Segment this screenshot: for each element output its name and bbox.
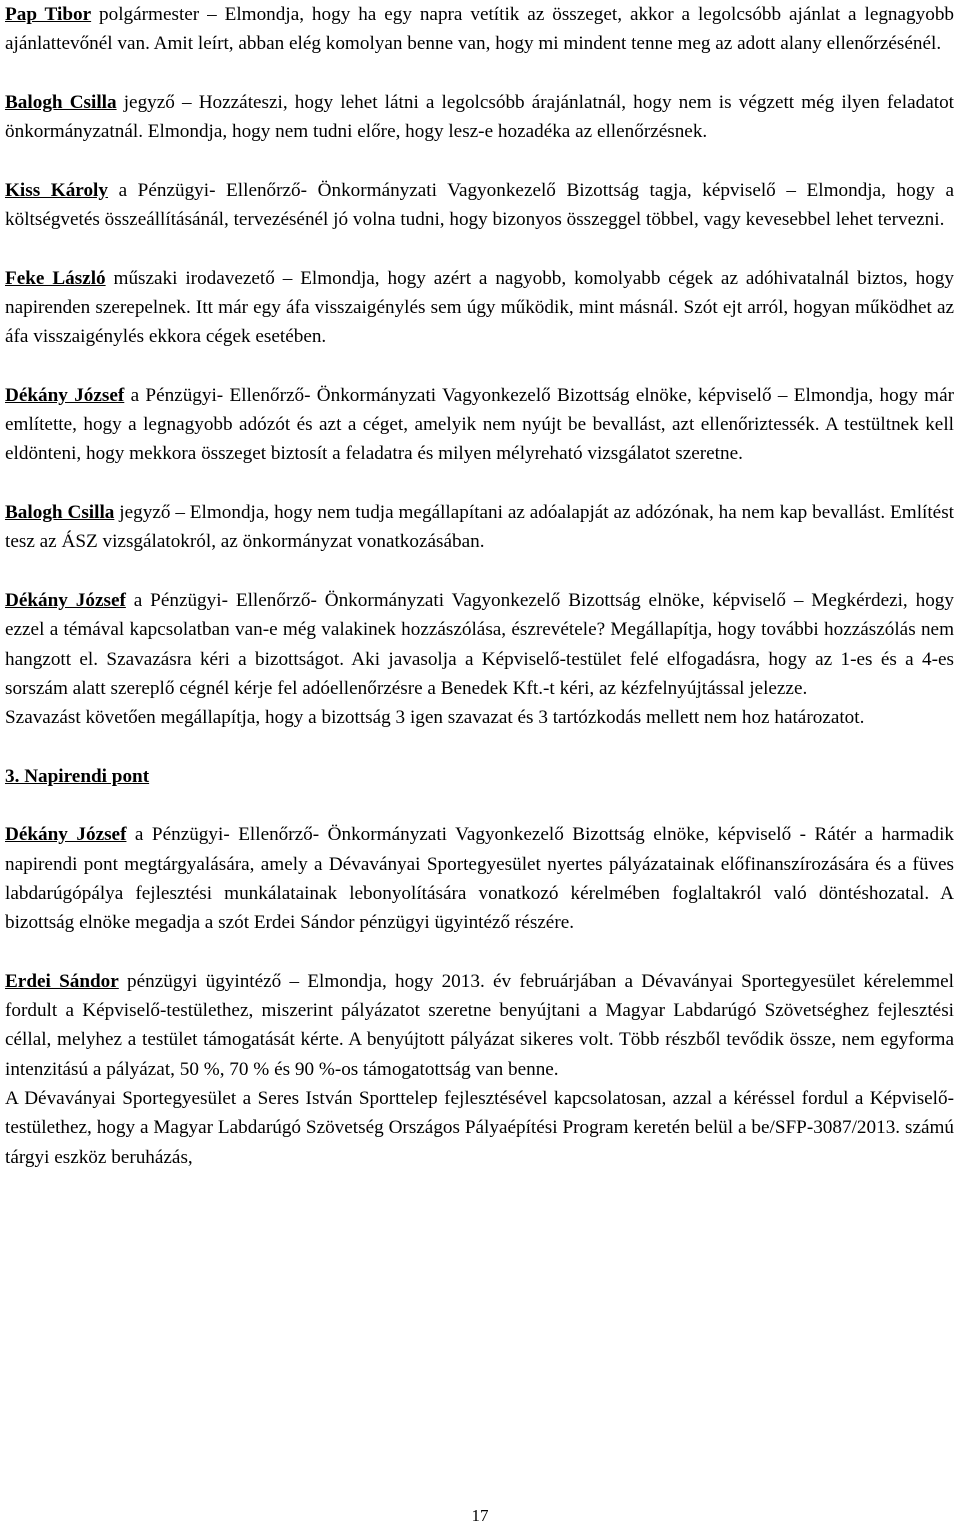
speaker-name: Balogh Csilla: [5, 91, 117, 113]
paragraph-text: a Pénzügyi- Ellenőrző- Önkormányzati Vagyonkezelő Bizottság elnöke, képviselő – Elmondja, hogy már említette, hogy a legnagyobb adózót és azt a céget, amelyik nem nyújt be bevallást, azt ellenőriztessék. A testültnek kell eldönteni, hogy mekkora összeget biztosít a feladatra és milyen mélyreható vizsgálatot szeretne.: [5, 384, 954, 465]
paragraph-text: műszaki irodavezető – Elmondja, hogy azért a nagyobb, komolyabb cégek az adóhivatalnál biztos, hogy napirenden szerepelnek. Itt már egy áfa visszaigénylés sem úgy működik, mint másnál. Szót ejt arról, hogyan működhet az áfa visszaigénylés ekkora cégek esetében.: [5, 267, 954, 348]
paragraph-feke-laszlo: [5, 264, 954, 352]
paragraph-sportegyesulet: [5, 1084, 954, 1172]
speaker-name: Dékány József: [5, 384, 125, 406]
speaker-name: Dékány József: [5, 589, 126, 611]
paragraph-vote-result: [5, 703, 954, 732]
agenda-heading: 3. Napirendi pont: [5, 765, 150, 787]
paragraph-text: a Pénzügyi- Ellenőrző- Önkormányzati Vagyonkezelő Bizottság elnöke, képviselő - Rátér a harmadik napirendi pont megtárgyalására, amely a Dévaványai Sportegyesület nyertes pályázatainak előfinanszírozására és a füves labdarúgópálya fejlesztési munkálatainak lebonyolítására vonatkozó kérelmében foglaltakról való döntéshozatal. A bizottság elnöke megadja a szót Erdei Sándor pénzügyi ügyintéző részére.: [5, 824, 954, 934]
speaker-name: Feke László: [5, 267, 106, 289]
paragraph-text: Szavazást követően megállapítja, hogy a bizottság 3 igen szavazat és 3 tartózkodás mellett nem hoz határozatot.: [5, 707, 865, 729]
paragraph-text: a Pénzügyi- Ellenőrző- Önkormányzati Vagyonkezelő Bizottság elnöke, képviselő – Megkérdezi, hogy ezzel a témával kapcsolatban van-e még valakinek hozzászólása, észrevétele? Megállapítja, hogy további hozzászólás nem hangzott el. Szavazásra kéri a bizottságot. Aki javasolja a Képviselő-testület felé elfogadásra, hogy az 1-es és a 4-es sorszám alatt szereplő cégnél kérje fel adóellenőrzésre a Benedek Kft.-t kéri, az kézfelnyújtással jelezze.: [5, 589, 954, 699]
speaker-name: Erdei Sándor: [5, 970, 119, 992]
paragraph-text: polgármester – Elmondja, hogy ha egy napra vetítik az összeget, akkor a legolcsóbb ajánlat a legnagyobb ajánlattevőnél van. Amit leírt, abban elég komolyan benne van, hogy mi mindent tenne meg az adott alany ellenőrzésénél.: [5, 4, 955, 55]
speaker-name: Dékány József: [5, 824, 127, 846]
paragraph-kiss-karoly: [5, 176, 954, 235]
paragraph-balogh-csilla-2: [5, 498, 954, 557]
paragraph-text: a Pénzügyi- Ellenőrző- Önkormányzati Vagyonkezelő Bizottság tagja, képviselő – Elmondja, hogy a költségvetés összeállításánál, tervezésénél jó volna tudni, hogy bizonyos összeggel többel, vagy kevesebbel lehet tervezni.: [5, 179, 954, 231]
paragraph-text: A Dévaványai Sportegyesület a Seres István Sporttelep fejlesztésével kapcsolatosan, azzal a kéréssel fordul a Képviselő-testülethez, hogy a Magyar Labdarúgó Szövetség Országos Pályaépítési Program keretén belül a be/SFP-3087/2013. számú tárgyi eszköz beruházás,: [5, 1087, 954, 1168]
paragraph-erdei-sandor: [5, 967, 954, 1084]
paragraph-dekany-jozsef-2: [5, 586, 954, 703]
paragraph-text: jegyző – Elmondja, hogy nem tudja megállapítani az adóalapját az adózónak, ha nem kap bevallást. Említést tesz az ÁSZ vizsgálatokról, az önkormányzat vonatkozásában.: [5, 502, 954, 553]
paragraph-text: pénzügyi ügyintéző – Elmondja, hogy 2013. év februárjában a Dévaványai Sportegyesület kérelemmel fordult a Képviselő-testülethez, miszerint pályázatot szeretne benyújtani a Magyar Labdarúgó Szövetséghez fejlesztési céllal, melyhez a testület támogatását kérte. A benyújtott pályázat sikeres volt. Több részből tevődik össze, nem egyforma intenzitású a pályázat, 50 %, 70 % és 90 %-os támogatottság van benne.: [5, 970, 954, 1080]
document-page: [5, 0, 954, 1172]
paragraph-text: jegyző – Hozzáteszi, hogy lehet látni a legolcsóbb árajánlatnál, hogy nem is végzett még ilyen feladatot önkormányzatnál. Elmondja, hogy nem tudni előre, hogy lesz-e hozadéka az ellenőrzésnek.: [5, 91, 954, 143]
paragraph-dekany-jozsef-1: [5, 381, 954, 469]
speaker-name: Balogh Csilla: [5, 502, 115, 524]
paragraph-balogh-csilla-1: [5, 88, 954, 147]
page-number: 17: [471, 1506, 489, 1525]
speaker-name: Kiss Károly: [5, 179, 108, 201]
paragraph-pap-tibor: [5, 0, 954, 59]
paragraph-dekany-jozsef-3: [5, 820, 954, 937]
speaker-name: Pap Tibor: [5, 4, 92, 25]
